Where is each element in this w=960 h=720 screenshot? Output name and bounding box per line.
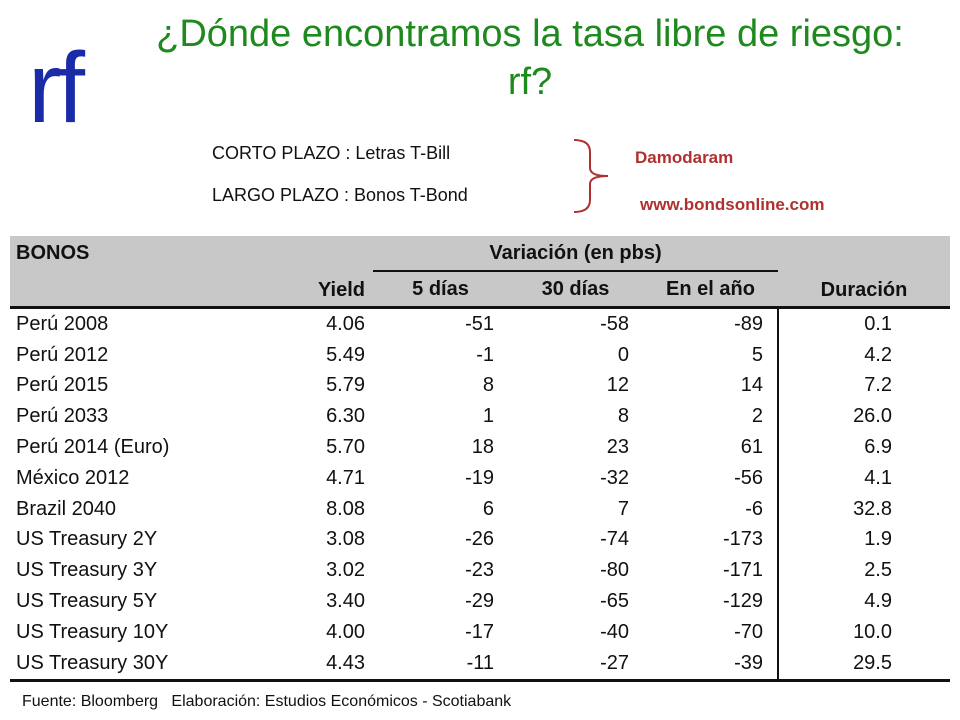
- change-5-days-cell: 1: [482, 405, 494, 428]
- reference-author: Damodaram: [635, 148, 734, 167]
- yield-cell: 3.02: [326, 559, 365, 582]
- table-row: [10, 617, 950, 648]
- yield-cell: 3.08: [326, 528, 365, 551]
- change-ytd-cell: -6: [745, 497, 763, 520]
- bond-name-cell: Brazil 2040: [16, 497, 117, 520]
- duration-cell: 4.9: [778, 586, 950, 617]
- change-30-days-cell: -32: [600, 466, 629, 489]
- yield-cell: 5.70: [326, 436, 365, 459]
- yield-cell: 4.00: [326, 620, 365, 643]
- change-30-days-cell: -27: [508, 648, 643, 680]
- duration-cell: 26.0: [778, 401, 950, 432]
- change-5-days-cell: -1: [476, 343, 494, 366]
- table-row: [10, 308, 950, 340]
- change-5-days-cell: -11: [373, 648, 508, 680]
- curly-brace-icon: [570, 138, 614, 214]
- bonds-table-wrapper: [10, 236, 950, 691]
- yield-cell: 4.71: [326, 466, 365, 489]
- change-30-days-cell: 23: [606, 436, 629, 459]
- yield-cell: 5.49: [326, 343, 365, 366]
- change-30-days-cell: -80: [600, 559, 629, 582]
- yield-cell: 6.30: [326, 405, 365, 428]
- change-30-days-cell: 7: [617, 497, 629, 520]
- bond-name-cell: US Treasury 5Y: [16, 590, 158, 613]
- bond-name-cell: Perú 2033: [16, 405, 109, 428]
- duration-cell: 2.5: [778, 555, 950, 586]
- source-note: Fuente: Bloomberg Elaboración: Estudios Económicos - Scotiabank: [22, 693, 512, 710]
- duration-cell: 7.2: [778, 371, 950, 402]
- change-5-days-cell: 6: [482, 497, 494, 520]
- duration-cell: 4.1: [778, 463, 950, 494]
- header-variation: Variación (en pbs): [373, 236, 778, 271]
- table-body: [10, 308, 950, 681]
- long-term-line: LARGO PLAZO : Bonos T-Bond: [212, 185, 468, 205]
- table-row: [10, 371, 950, 402]
- change-ytd-cell: -171: [722, 559, 763, 582]
- change-5-days-cell: 18: [471, 436, 494, 459]
- table-row: [10, 586, 950, 617]
- bond-name-cell: México 2012: [16, 466, 130, 489]
- table-row: [10, 494, 950, 525]
- change-5-days-cell: -29: [465, 590, 494, 613]
- yield-cell: 4.06: [326, 312, 365, 335]
- yield-cell: 4.43: [275, 648, 373, 680]
- change-30-days-cell: -40: [600, 620, 629, 643]
- change-5-days-cell: -26: [465, 528, 494, 551]
- header-ytd: En el año: [643, 271, 778, 308]
- change-30-days-cell: -65: [600, 590, 629, 613]
- change-ytd-cell: 5: [751, 343, 763, 366]
- change-5-days-cell: 8: [482, 374, 494, 397]
- change-30-days-cell: -58: [600, 312, 629, 335]
- duration-cell: 4.2: [778, 340, 950, 371]
- table-row: [10, 463, 950, 494]
- bond-name-cell: Perú 2015: [16, 374, 109, 397]
- change-30-days-cell: 0: [617, 343, 629, 366]
- change-30-days-cell: 8: [617, 405, 629, 428]
- header-yield: Yield: [275, 236, 373, 308]
- table-row: [10, 401, 950, 432]
- change-30-days-cell: -74: [600, 528, 629, 551]
- header-bonds: BONOS: [10, 236, 275, 308]
- change-5-days-cell: -17: [465, 620, 494, 643]
- table-row: [10, 648, 950, 680]
- reference-website[interactable]: www.bondsonline.com: [640, 195, 825, 214]
- change-ytd-cell: 14: [740, 374, 763, 397]
- bond-name-cell: US Treasury 3Y: [16, 559, 158, 582]
- duration-cell: 29.5: [778, 648, 950, 680]
- yield-cell: 8.08: [326, 497, 365, 520]
- bond-name-cell: US Treasury 10Y: [16, 620, 169, 643]
- change-ytd-cell: -173: [722, 528, 763, 551]
- table-row: [10, 340, 950, 371]
- header-duration: Duración: [778, 236, 950, 308]
- yield-cell: 3.40: [326, 590, 365, 613]
- duration-cell: 1.9: [778, 525, 950, 556]
- rf-logo-text: rf: [28, 32, 82, 144]
- bond-name-cell: US Treasury 30Y: [10, 648, 275, 680]
- yield-cell: 5.79: [326, 374, 365, 397]
- duration-cell: 10.0: [778, 617, 950, 648]
- bond-name-cell: US Treasury 2Y: [16, 528, 158, 551]
- header-5-days: 5 días: [373, 271, 508, 308]
- change-ytd-cell: -70: [734, 620, 763, 643]
- page-title: ¿Dónde encontramos la tasa libre de riesgo: rf?: [156, 13, 904, 103]
- short-term-line: CORTO PLAZO : Letras T-Bill: [212, 143, 451, 163]
- bond-name-cell: Perú 2012: [16, 343, 109, 366]
- change-ytd-cell: -39: [643, 648, 778, 680]
- duration-cell: 32.8: [778, 494, 950, 525]
- change-5-days-cell: -19: [465, 466, 494, 489]
- change-ytd-cell: -89: [734, 312, 763, 335]
- change-5-days-cell: -51: [465, 312, 494, 335]
- header-30-days: 30 días: [508, 271, 643, 308]
- bond-name-cell: Perú 2014 (Euro): [16, 436, 170, 459]
- table-row: [10, 555, 950, 586]
- duration-cell: 6.9: [778, 432, 950, 463]
- change-ytd-cell: 2: [751, 405, 763, 428]
- bonds-table: [10, 236, 950, 682]
- table-header-row-1: [10, 236, 950, 271]
- bond-name-cell: Perú 2008: [16, 312, 109, 335]
- change-ytd-cell: -56: [734, 466, 763, 489]
- change-ytd-cell: -129: [722, 590, 763, 613]
- change-30-days-cell: 12: [606, 374, 629, 397]
- table-row: [10, 432, 950, 463]
- table-row: [10, 525, 950, 556]
- change-5-days-cell: -23: [465, 559, 494, 582]
- change-ytd-cell: 61: [740, 436, 763, 459]
- duration-cell: 0.1: [778, 308, 950, 340]
